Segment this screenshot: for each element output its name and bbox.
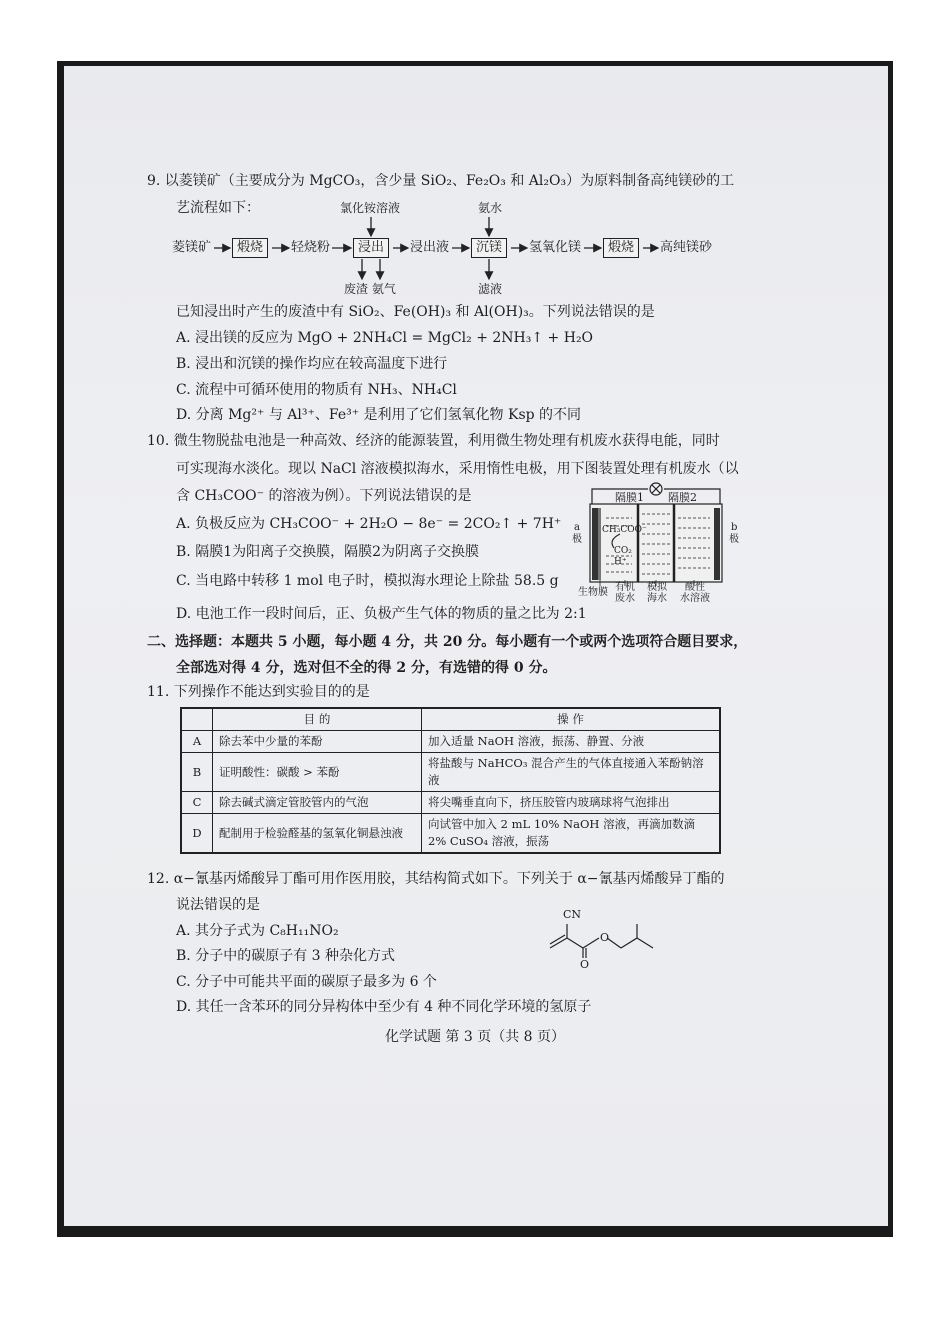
table-row — [181, 814, 720, 854]
flow-input-ammonia-water: 氨水 — [478, 201, 503, 215]
flow-end-product: 高纯镁砂 — [660, 240, 713, 255]
electrode-a — [592, 508, 598, 580]
label-acid-1: 酸性 — [685, 582, 705, 593]
flow-input-ammonium-chloride: 氯化铵溶液 — [340, 201, 401, 215]
flow-leachate: 浸出液 — [410, 240, 450, 255]
label-organic-2: 废水 — [615, 593, 635, 604]
flow-output-filtrate: 滤液 — [478, 282, 503, 296]
q9-given: 已知浸出时产生的废渣中有 SiO₂、Fe(OH)₃ 和 Al(OH)₃。下列说法错误的是 — [176, 304, 655, 320]
q12-option-a: A. 其分子式为 C₈H₁₁NO₂ — [176, 923, 339, 939]
row-operation: 向试管中加入 2 mL 10% NaOH 溶液，再滴加数滴 2% CuSO₄ 溶液，振荡 — [422, 814, 721, 854]
header-operation: 操 作 — [422, 708, 721, 731]
header-purpose: 目 的 — [213, 708, 422, 731]
q12-stem-line1: 12. α−氰基丙烯酸异丁酯可用作医用胶，其结构简式如下。下列关于 α−氰基丙烯酸异丁酯的 — [147, 871, 725, 887]
q11-stem: 11. 下列操作不能达到实验目的的是 — [147, 684, 370, 700]
q12-option-d: D. 其任一含苯环的同分异构体中至少有 4 种不同化学环境的氢原子 — [176, 999, 592, 1015]
flow-light-burnt-powder: 轻烧粉 — [291, 240, 331, 255]
table-row — [181, 731, 720, 753]
q10-option-d: D. 电池工作一段时间后，正、负极产生气体的物质的量之比为 2:1 — [176, 606, 587, 622]
row-letter: C — [181, 792, 213, 814]
row-letter: D — [181, 814, 213, 854]
row-letter: A — [181, 731, 213, 753]
q9-option-d: D. 分离 Mg²⁺ 与 Al³⁺、Fe³⁺ 是利用了它们氢氧化物 Ksp 的不同 — [176, 407, 582, 423]
label-sea-2: 海水 — [647, 593, 667, 604]
section2-line1: 二、选择题：本题共 5 小题，每小题 4 分，共 20 分。每小题有一个或两个选项符合题目要求， — [147, 634, 748, 650]
flow-box-leach: 浸出 — [353, 238, 389, 258]
electrode-b — [714, 508, 720, 580]
structure-carbonyl-o: O — [580, 958, 590, 971]
species-acetate: CH₃COO⁻ — [602, 525, 647, 535]
label-acid-2: 水溶液 — [680, 593, 710, 604]
flow-arrows — [0, 0, 950, 300]
q10-option-a: A. 负极反应为 CH₃COO⁻ + 2H₂O − 8e⁻ = 2CO₂↑ + 7H⁺ — [176, 516, 562, 532]
table-header-row — [181, 708, 720, 731]
label-organic-1: 有机 — [615, 582, 635, 593]
q10-stem-line3: 含 CH₃COO⁻ 的溶液为例）。下列说法错误的是 — [176, 488, 472, 504]
q10-stem-line1: 10. 微生物脱盐电池是一种高效、经济的能源装置，利用微生物处理有机废水获得电能，同时 — [147, 433, 720, 449]
flow-magnesium-hydroxide: 氢氧化镁 — [529, 240, 582, 255]
flow-output-residue-ammonia: 废渣 氨气 — [344, 282, 396, 296]
row-operation: 将尖嘴垂直向下，挤压胶管内玻璃球将气泡排出 — [422, 792, 721, 814]
q10-option-c: C. 当电路中转移 1 mol 电子时，模拟海水理论上除盐 58.5 g — [176, 573, 559, 589]
q9-option-c: C. 流程中可循环使用的物质有 NH₃、NH₄Cl — [176, 382, 457, 398]
q9-option-a: A. 浸出镁的反应为 MgO + 2NH₄Cl = MgCl₂ + 2NH₃↑ + H₂O — [176, 330, 594, 346]
row-purpose: 除去苯中少量的苯酚 — [213, 731, 422, 753]
row-purpose: 配制用于检验醛基的氢氧化铜悬浊液 — [213, 814, 422, 854]
electrode-a-label2: 极 — [572, 534, 582, 545]
structure-ester-o: O — [600, 931, 610, 944]
species-h-plus: H⁺ — [614, 557, 627, 567]
q12-stem-line2: 说法错误的是 — [176, 897, 260, 913]
flow-box-precipitate: 沉镁 — [471, 238, 507, 258]
membrane1-label: 隔膜1 — [615, 491, 644, 504]
row-operation: 加入适量 NaOH 溶液，振荡、静置、分液 — [422, 731, 721, 753]
table-row — [181, 792, 720, 814]
electrode-b-label: b — [731, 522, 738, 533]
q10-stem-line2: 可实现海水淡化。现以 NaCl 溶液模拟海水，采用惰性电极，用下图装置处理有机废水（以 — [176, 461, 739, 477]
electrode-a-label: a — [574, 522, 580, 533]
q11-table — [180, 707, 721, 854]
q9-option-b: B. 浸出和沉镁的操作均应在较高温度下进行 — [176, 356, 448, 372]
flow-start: 菱镁矿 — [172, 240, 212, 255]
structure-cn: CN — [563, 908, 582, 921]
q9-stem-line1: 9. 以菱镁矿（主要成分为 MgCO₃，含少量 SiO₂、Fe₂O₃ 和 Al₂O₃）为原料制备高纯镁砂的工 — [147, 173, 735, 189]
q9-stem-line2: 艺流程如下： — [176, 200, 260, 216]
q12-option-b: B. 分子中的碳原子有 3 种杂化方式 — [176, 948, 395, 964]
row-purpose: 除去碱式滴定管胶管内的气泡 — [213, 792, 422, 814]
table-row — [181, 753, 720, 792]
membrane2-label: 隔膜2 — [668, 491, 697, 504]
page-footer: 化学试题 第 3 页（共 8 页） — [384, 1029, 566, 1045]
species-co2: CO₂ — [614, 546, 632, 556]
label-biofilm: 生物膜 — [578, 587, 608, 598]
header-blank — [181, 708, 213, 731]
electrode-b-label2: 极 — [729, 534, 739, 545]
label-sea-1: 模拟 — [647, 582, 667, 593]
flow-box-calcine-2: 煅烧 — [603, 238, 639, 258]
flow-box-calcine-1: 煅烧 — [232, 238, 268, 258]
row-purpose: 证明酸性：碳酸 > 苯酚 — [213, 753, 422, 792]
section2-line2: 全部选对得 4 分，选对但不全的得 2 分，有选错的得 0 分。 — [176, 660, 557, 676]
q10-option-b: B. 隔膜1为阳离子交换膜，隔膜2为阴离子交换膜 — [176, 544, 480, 560]
row-operation: 将盐酸与 NaHCO₃ 混合产生的气体直接通入苯酚钠溶液 — [422, 753, 721, 792]
row-letter: B — [181, 753, 213, 792]
q12-option-c: C. 分子中可能共平面的碳原子最多为 6 个 — [176, 974, 437, 990]
